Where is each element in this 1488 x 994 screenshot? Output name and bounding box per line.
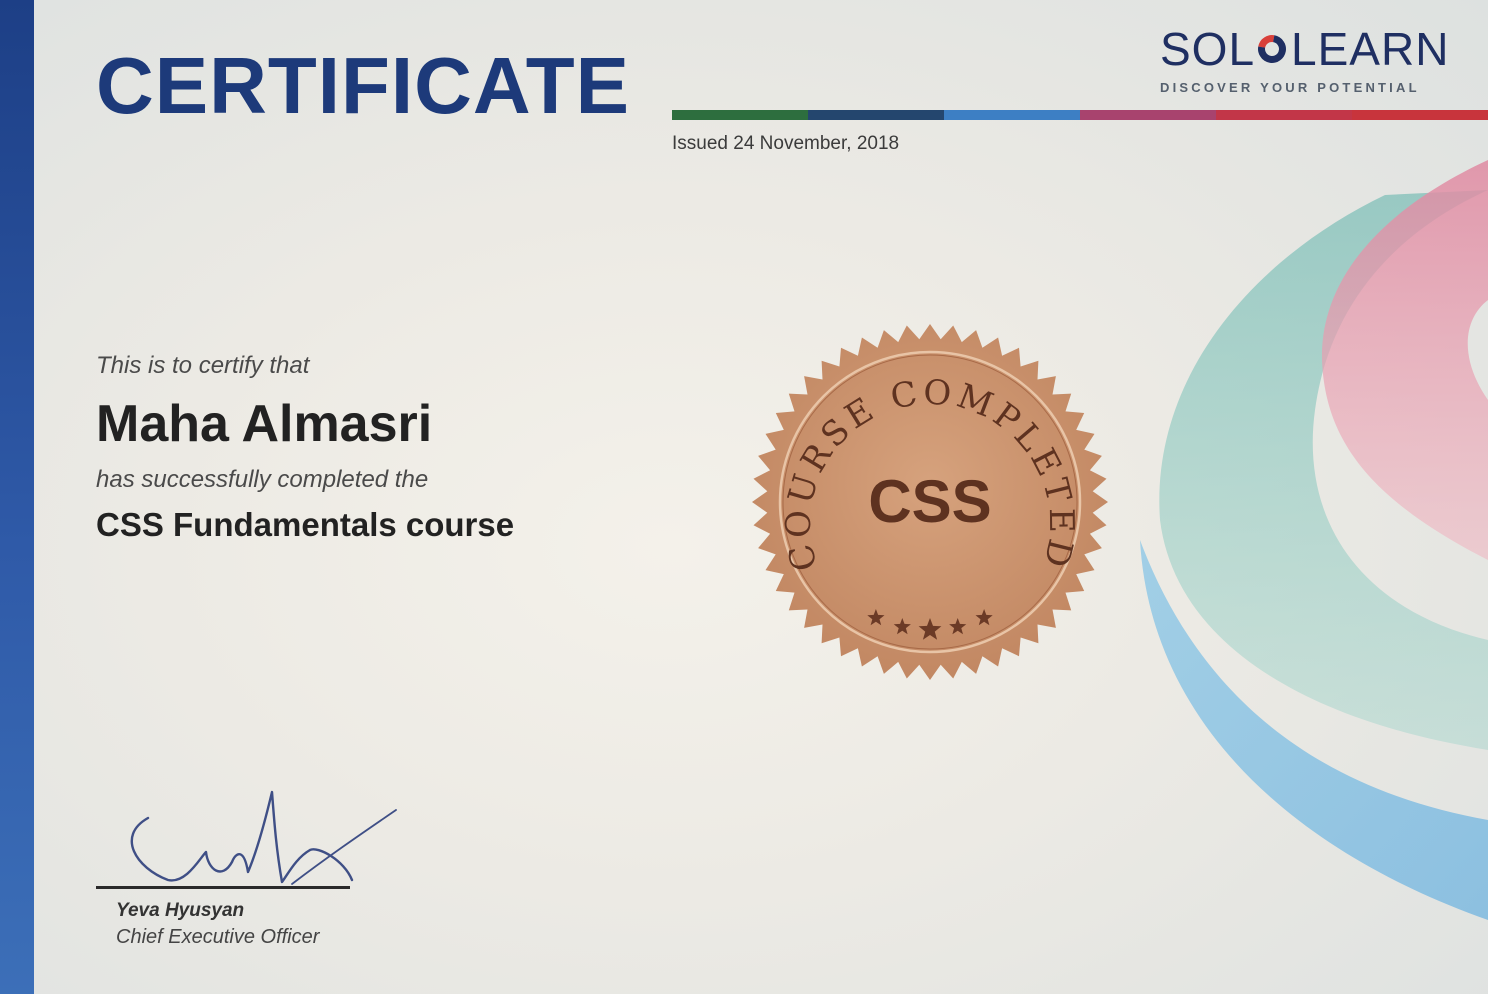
- stripe-segment: [672, 110, 808, 120]
- seal-ring-text: COURSE COMPLETED: [778, 372, 1082, 575]
- signatory-title: Chief Executive Officer: [116, 926, 320, 948]
- signatory-name: Yeva Hyusyan: [116, 900, 245, 921]
- course-name: CSS Fundamentals course: [96, 506, 515, 543]
- completed-text: has successfully completed the: [96, 466, 429, 493]
- stripe-segment: [1080, 110, 1216, 120]
- stripe-segment: [1352, 110, 1488, 120]
- certify-text: This is to certify that: [96, 352, 310, 379]
- issued-date: Issued 24 November, 2018: [672, 133, 900, 154]
- certificate-title: CERTIFICATE: [96, 41, 630, 130]
- color-stripe-bar: [672, 110, 1488, 120]
- logo-word-left: SOL: [1160, 23, 1256, 75]
- logo-tagline: DISCOVER YOUR POTENTIAL: [1160, 80, 1420, 95]
- signature-line: [96, 886, 350, 889]
- logo-ring-icon: [1253, 30, 1292, 69]
- seal-center-text: CSS: [868, 468, 992, 535]
- logo-wordmark: [1160, 23, 1460, 75]
- stripe-segment: [944, 110, 1080, 120]
- signature-image: [96, 788, 406, 898]
- course-completed-seal: [750, 322, 1110, 682]
- logo-word-right: LEARN: [1291, 23, 1450, 75]
- stripe-segment: [808, 110, 944, 120]
- recipient-name: Maha Almasri: [96, 395, 433, 453]
- sololearn-logo: [1160, 23, 1460, 106]
- stripe-segment: [1216, 110, 1352, 120]
